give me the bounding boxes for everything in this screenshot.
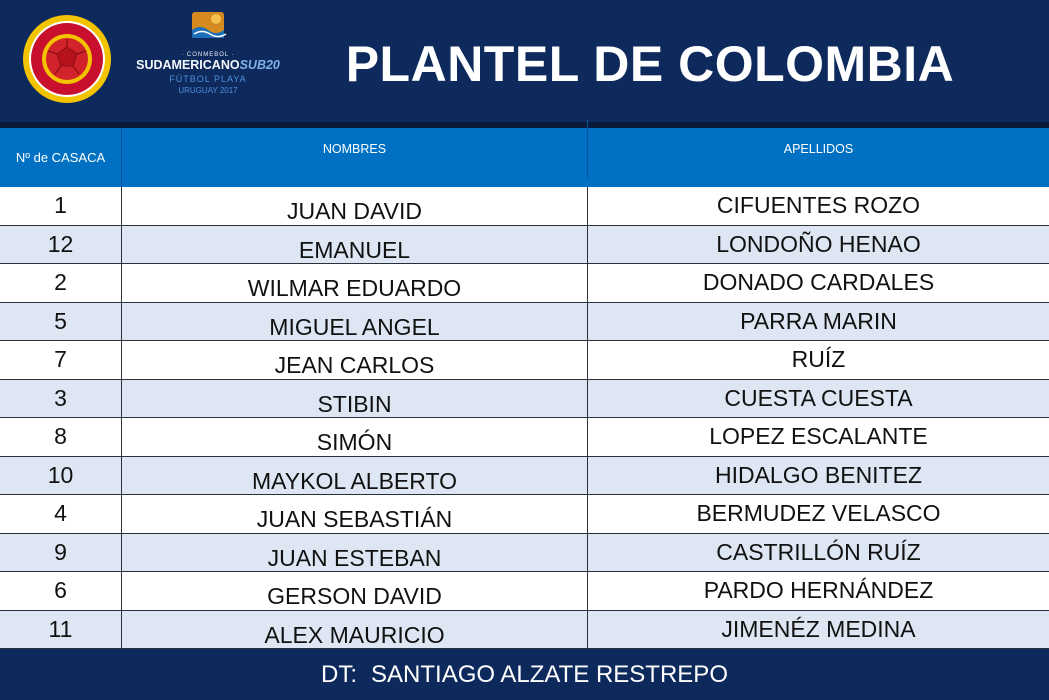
shirt-number: 5 xyxy=(0,303,122,341)
shirt-number: 8 xyxy=(0,418,122,456)
player-first-name: JUAN ESTEBAN xyxy=(122,534,588,572)
player-first-name: GERSON DAVID xyxy=(122,572,588,610)
player-first-name: MIGUEL ANGEL xyxy=(122,303,588,341)
shirt-number: 6 xyxy=(0,572,122,610)
futbol-playa-label: FÚTBOL PLAYA xyxy=(169,74,247,84)
sudamericano-logo-icon xyxy=(128,10,288,110)
player-last-name: RUÍZ xyxy=(791,346,846,372)
player-first-name: WILMAR EDUARDO xyxy=(122,264,588,302)
shirt-number: 9 xyxy=(0,534,122,572)
table-row xyxy=(0,341,1049,380)
table-row xyxy=(0,380,1049,419)
header-banner xyxy=(0,0,1049,122)
table-row xyxy=(0,572,1049,611)
page-title: PLANTEL DE COLOMBIA xyxy=(345,36,955,92)
player-first-name: ALEX MAURICIO xyxy=(122,611,588,649)
table-row xyxy=(0,418,1049,457)
shirt-number: 2 xyxy=(0,264,122,302)
shirt-number: 4 xyxy=(0,495,122,533)
beach-soccer-mark-icon xyxy=(186,10,230,48)
shirt-number: 1 xyxy=(0,187,122,225)
sudamericano-label xyxy=(128,59,288,72)
table-row xyxy=(0,264,1049,303)
column-header-names: NOMBRES xyxy=(122,120,588,179)
player-last-name: HIDALGO BENITEZ xyxy=(714,461,923,488)
shirt-number: 3 xyxy=(0,380,122,418)
player-last-name: PARDO HERNÁNDEZ xyxy=(703,577,934,603)
coach-name: SANTIAGO ALZATE RESTREPO xyxy=(371,661,728,688)
player-last-name: CASTRILLÓN RUÍZ xyxy=(716,538,921,565)
player-last-name: BERMUDEZ VELASCO xyxy=(696,500,941,526)
table-row xyxy=(0,226,1049,265)
player-first-name: JUAN SEBASTIÁN xyxy=(122,495,588,533)
coach-label: DT: xyxy=(321,661,358,688)
table-row xyxy=(0,187,1049,226)
player-last-name: CIFUENTES ROZO xyxy=(716,192,921,218)
column-header-number: Nº de CASACA xyxy=(0,128,122,187)
player-first-name: STIBIN xyxy=(122,380,588,418)
event-place-label: URUGUAY 2017 xyxy=(178,86,238,95)
player-first-name: JEAN CARLOS xyxy=(122,341,588,379)
shirt-number: 12 xyxy=(0,226,122,264)
player-first-name: SIMÓN xyxy=(122,418,588,456)
sub20-text: SUB20 xyxy=(239,58,280,72)
shirt-number: 10 xyxy=(0,457,122,495)
coach-footer xyxy=(0,651,1049,700)
player-last-name: LOPEZ ESCALANTE xyxy=(709,423,928,449)
player-last-name: LONDOÑO HENAO xyxy=(716,230,921,257)
table-row xyxy=(0,611,1049,650)
table-row xyxy=(0,534,1049,573)
player-last-name: DONADO CARDALES xyxy=(702,269,935,295)
column-header-surnames: APELLIDOS xyxy=(783,142,854,156)
table-row xyxy=(0,303,1049,342)
player-last-name: PARRA MARIN xyxy=(740,307,897,334)
table-header xyxy=(0,128,1049,187)
shirt-number: 7 xyxy=(0,341,122,379)
player-first-name: MAYKOL ALBERTO xyxy=(122,457,588,495)
player-last-name: JIMENÉZ MEDINA xyxy=(721,615,916,642)
sudamericano-text: SUDAMERICANO xyxy=(136,58,240,72)
player-first-name: JUAN DAVID xyxy=(122,187,588,225)
table-row xyxy=(0,495,1049,534)
conmebol-label: · CONMEBOL · xyxy=(181,52,235,58)
shirt-number: 11 xyxy=(0,611,122,649)
player-last-name: CUESTA CUESTA xyxy=(724,384,913,411)
fcf-crest-icon xyxy=(22,14,112,104)
roster-table-body xyxy=(0,187,1049,649)
player-first-name: EMANUEL xyxy=(122,226,588,264)
table-row xyxy=(0,457,1049,496)
